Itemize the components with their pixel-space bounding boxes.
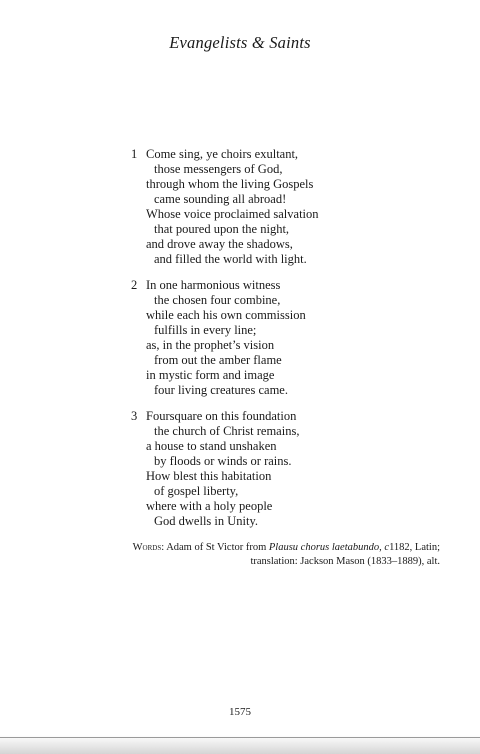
hymn-line: four living creatures came. (154, 383, 288, 397)
attribution-date-language: 1182, Latin; (389, 542, 440, 553)
verse-number: 3 (131, 409, 138, 423)
hymn-text (131, 147, 391, 540)
page-number: 1575 (229, 706, 251, 718)
attribution-translation: translation: Jackson Mason (1833–1889), alt. (250, 556, 440, 567)
attribution-circa: c (384, 542, 390, 553)
hymn-line: that poured upon the night, (154, 222, 290, 236)
page-divider (0, 737, 480, 738)
hymn-line: Foursquare on this foundation (146, 409, 297, 423)
hymn-line: in mystic form and image (146, 368, 275, 382)
hymn-line: a house to stand unshaken (146, 439, 277, 453)
hymn-line: How blest this habitation (146, 469, 272, 483)
attribution-words-line (80, 541, 440, 555)
hymn-line: and drove away the shadows, (146, 237, 293, 251)
hymn-line: came sounding all abroad! (154, 192, 287, 206)
hymn-line: the church of Christ remains, (154, 424, 300, 438)
hymn-line: of gospel liberty, (154, 484, 239, 498)
hymn-line: Come sing, ye choirs exultant, (146, 147, 299, 161)
attribution (80, 541, 440, 569)
verse-3 (131, 409, 391, 529)
hymn-line: and filled the world with light. (154, 252, 307, 266)
hymn-line: as, in the prophet’s vision (146, 338, 275, 352)
hymn-line: where with a holy people (146, 499, 273, 513)
attribution-author: Adam of St Victor from (166, 542, 267, 553)
verse-number: 2 (131, 278, 138, 292)
hymn-line: In one harmonious witness (146, 278, 281, 292)
hymn-line: from out the amber flame (154, 353, 282, 367)
verse-1 (131, 147, 391, 267)
hymn-line: through whom the living Gospels (146, 177, 314, 191)
hymn-line: the chosen four combine, (154, 293, 281, 307)
verse-2 (131, 278, 391, 398)
hymn-line: those messengers of God, (154, 162, 283, 176)
verse-number: 1 (131, 147, 138, 161)
page-title: Evangelists & Saints (169, 33, 311, 52)
hymn-line: God dwells in Unity. (154, 514, 259, 528)
attribution-source-title: Plausu chorus laetabundo, (268, 542, 382, 553)
hymn-line: by floods or winds or rains. (154, 454, 292, 468)
words-label: Words: (132, 542, 165, 553)
hymn-line: Whose voice proclaimed salvation (146, 207, 319, 221)
hymn-line: while each his own commission (146, 308, 306, 322)
hymn-line: fulfills in every line; (154, 323, 257, 337)
